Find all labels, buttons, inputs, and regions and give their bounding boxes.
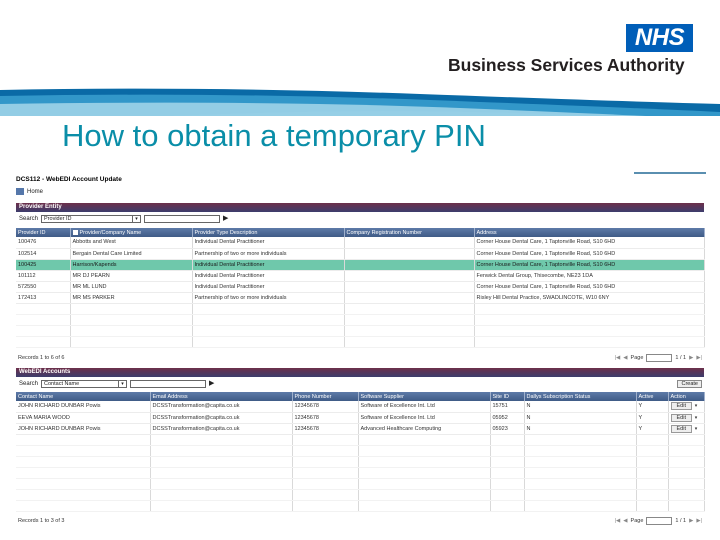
empty-cell: [292, 445, 358, 456]
table-cell: 05923: [490, 423, 524, 434]
action-cell: [668, 401, 704, 412]
accounts-search-input[interactable]: [130, 380, 206, 388]
provider-search-field-value: Provider ID: [44, 216, 72, 222]
provider-table: [16, 228, 705, 348]
empty-cell: [636, 478, 668, 489]
chevron-down-icon: ▾: [132, 216, 140, 222]
empty-row: [16, 500, 704, 511]
accounts-records-count: Records 1 to 3 of 3: [18, 518, 65, 524]
table-cell: 172413: [16, 292, 70, 303]
provider-pager: [615, 354, 702, 362]
table-cell: Bergain Dental Care Limited: [70, 248, 192, 259]
accounts-search-field-value: Contact Name: [44, 381, 80, 387]
empty-cell: [524, 478, 636, 489]
table-cell: [344, 281, 474, 292]
action-cell: [668, 412, 704, 423]
accounts-pager: [615, 517, 702, 525]
table-cell: Individual Dental Practitioner: [192, 270, 344, 281]
empty-cell: [16, 445, 150, 456]
empty-cell: [192, 303, 344, 314]
empty-row: [16, 489, 704, 500]
empty-cell: [192, 325, 344, 336]
empty-cell: [70, 336, 192, 347]
empty-cell: [16, 336, 70, 347]
empty-cell: [292, 478, 358, 489]
empty-cell: [70, 303, 192, 314]
last-page-icon[interactable]: ▶|: [696, 518, 702, 524]
table-cell: Fenwick Dental Group, Thisecombe, NE23 1DA: [474, 270, 704, 281]
col-phone[interactable]: Phone Number: [292, 392, 358, 401]
first-page-icon[interactable]: |◀: [614, 355, 621, 361]
edit-button[interactable]: Edit: [671, 425, 692, 433]
empty-cell: [358, 456, 490, 467]
accounts-table: [16, 392, 705, 512]
empty-cell: [358, 467, 490, 478]
provider-search-label: Search: [19, 216, 39, 222]
table-cell: 102514: [16, 248, 70, 259]
table-cell: DCSSTransformation@capita.co.uk: [150, 412, 292, 423]
empty-cell: [16, 314, 70, 325]
table-cell: JOHN RICHARD DUNBAR Powis: [16, 423, 150, 434]
create-button[interactable]: Create: [677, 380, 702, 388]
empty-cell: [358, 445, 490, 456]
empty-cell: [192, 314, 344, 325]
col-subscription-status[interactable]: Dallys Subscription Status: [524, 392, 636, 401]
empty-cell: [358, 434, 490, 445]
table-row[interactable]: [16, 237, 704, 248]
empty-cell: [490, 500, 524, 511]
table-cell: 100425: [16, 259, 70, 270]
table-cell: 12345678: [292, 423, 358, 434]
provider-search-go-icon[interactable]: ▶: [223, 215, 229, 222]
table-cell: Y: [636, 401, 668, 412]
table-cell: Advanced Healthcare Computing: [358, 423, 490, 434]
table-cell: Harrison/Kapends: [70, 259, 192, 270]
empty-cell: [292, 467, 358, 478]
col-provider-id[interactable]: Provider ID: [16, 228, 70, 237]
empty-cell: [150, 434, 292, 445]
empty-cell: [150, 467, 292, 478]
empty-cell: [524, 445, 636, 456]
empty-cell: [490, 434, 524, 445]
table-cell: N: [524, 423, 636, 434]
empty-cell: [358, 489, 490, 500]
empty-cell: [668, 445, 704, 456]
accounts-search-label: Search: [19, 381, 39, 387]
empty-row: [16, 434, 704, 445]
table-cell: DCSSTransformation@capita.co.uk: [150, 423, 292, 434]
first-page-icon[interactable]: |◀: [614, 518, 621, 524]
table-cell: N: [524, 412, 636, 423]
table-cell: Individual Dental Practitioner: [192, 281, 344, 292]
chevron-down-icon: ▾: [118, 381, 126, 387]
accounts-search-go-icon[interactable]: ▶: [209, 380, 215, 387]
table-cell: [344, 292, 474, 303]
empty-cell: [474, 314, 704, 325]
empty-cell: [16, 434, 150, 445]
table-cell: 15751: [490, 401, 524, 412]
provider-records-count: Records 1 to 6 of 6: [18, 355, 65, 361]
empty-cell: [150, 445, 292, 456]
empty-cell: [636, 456, 668, 467]
home-icon: [16, 188, 24, 195]
empty-row: [16, 336, 704, 347]
table-cell: EEVA MARIA WOOD: [16, 412, 150, 423]
table-row[interactable]: [16, 281, 704, 292]
empty-cell: [344, 336, 474, 347]
empty-cell: [16, 500, 150, 511]
empty-cell: [636, 500, 668, 511]
organisation-name: Business Services Authority: [448, 55, 685, 75]
table-cell: JOHN RICHARD DUNBAR Powis: [16, 401, 150, 412]
edit-button[interactable]: Edit: [671, 414, 692, 422]
table-cell: Abbotts and West: [70, 237, 192, 248]
table-cell: Partnership of two or more individuals: [192, 248, 344, 259]
empty-cell: [150, 456, 292, 467]
accounts-search-field-select[interactable]: [41, 380, 127, 388]
empty-cell: [292, 434, 358, 445]
empty-cell: [668, 456, 704, 467]
empty-cell: [292, 489, 358, 500]
empty-cell: [16, 325, 70, 336]
empty-cell: [16, 467, 150, 478]
chevron-down-icon[interactable]: ▾: [694, 425, 698, 432]
table-row[interactable]: [16, 270, 704, 281]
empty-cell: [490, 445, 524, 456]
provider-entity-header: Provider Entity: [16, 203, 704, 212]
prev-page-icon[interactable]: ◀: [623, 518, 628, 524]
empty-cell: [668, 467, 704, 478]
empty-cell: [524, 500, 636, 511]
checkbox-icon[interactable]: [73, 230, 78, 235]
table-row-selected[interactable]: [16, 259, 704, 270]
table-cell: 572550: [16, 281, 70, 292]
col-address[interactable]: Address: [474, 228, 704, 237]
empty-cell: [636, 489, 668, 500]
empty-row: [16, 303, 704, 314]
table-cell: 100476: [16, 237, 70, 248]
empty-row: [16, 456, 704, 467]
empty-cell: [150, 489, 292, 500]
empty-cell: [524, 456, 636, 467]
table-cell: N: [524, 401, 636, 412]
table-cell: DCSSTransformation@capita.co.uk: [150, 401, 292, 412]
empty-cell: [16, 478, 150, 489]
table-cell: 101112: [16, 270, 70, 281]
accounts-search-row: [16, 379, 704, 389]
nhs-logo: NHS: [626, 24, 693, 52]
empty-cell: [358, 500, 490, 511]
table-cell: Corner House Dental Care, 1 Taptonville Road, S10 6HD: [474, 237, 704, 248]
col-email[interactable]: Email Address: [150, 392, 292, 401]
empty-cell: [192, 336, 344, 347]
empty-cell: [16, 303, 70, 314]
table-row[interactable]: [16, 412, 704, 423]
next-page-icon[interactable]: ▶: [689, 518, 694, 524]
table-cell: MR MS PARKER: [70, 292, 192, 303]
home-link[interactable]: [16, 188, 43, 195]
prev-page-icon[interactable]: ◀: [623, 355, 628, 361]
empty-cell: [344, 325, 474, 336]
table-cell: Corner House Dental Care, 1 Taptonville Road, S10 6HD: [474, 281, 704, 292]
empty-cell: [636, 467, 668, 478]
table-cell: Risley Hill Dental Practice, SWADLINCOTE, W10 6NY: [474, 292, 704, 303]
table-cell: Y: [636, 423, 668, 434]
empty-cell: [70, 314, 192, 325]
provider-search-row: [16, 214, 704, 224]
table-cell: Software of Excellence Int. Ltd: [358, 401, 490, 412]
table-cell: MR DJ PEARN: [70, 270, 192, 281]
page-input[interactable]: [646, 354, 672, 362]
empty-cell: [668, 500, 704, 511]
table-cell: [344, 237, 474, 248]
provider-search-field-select[interactable]: [41, 215, 141, 223]
table-cell: Software of Excellence Int. Ltd: [358, 412, 490, 423]
empty-cell: [16, 489, 150, 500]
app-title: DCS112 - WebEDI Account Update: [16, 176, 122, 183]
webedi-app-window: [14, 174, 706, 530]
empty-cell: [636, 445, 668, 456]
table-cell: [344, 248, 474, 259]
empty-row: [16, 467, 704, 478]
webedi-accounts-header: WebEDI Accounts: [16, 368, 704, 377]
col-company-reg[interactable]: Company Registration Number: [344, 228, 474, 237]
table-cell: Y: [636, 412, 668, 423]
home-label: Home: [27, 188, 44, 195]
empty-cell: [668, 489, 704, 500]
edit-button[interactable]: Edit: [671, 402, 692, 410]
empty-cell: [292, 500, 358, 511]
col-software-supplier[interactable]: Software Supplier: [358, 392, 490, 401]
empty-cell: [150, 500, 292, 511]
provider-search-input[interactable]: [144, 215, 220, 223]
table-cell: 12345678: [292, 401, 358, 412]
next-page-icon[interactable]: ▶: [689, 355, 694, 361]
action-cell: [668, 423, 704, 434]
empty-cell: [668, 478, 704, 489]
empty-cell: [474, 325, 704, 336]
empty-cell: [150, 478, 292, 489]
empty-row: [16, 445, 704, 456]
table-cell: 12345678: [292, 412, 358, 423]
col-provider-name-label: Provider/Company Name: [79, 229, 142, 236]
provider-table-header: [16, 228, 704, 237]
empty-cell: [292, 456, 358, 467]
empty-row: [16, 478, 704, 489]
empty-cell: [344, 314, 474, 325]
page-of: 1 / 1: [675, 518, 687, 524]
slide-title: How to obtain a temporary PIN: [62, 118, 486, 153]
empty-cell: [668, 434, 704, 445]
col-site-id[interactable]: Site ID: [490, 392, 524, 401]
col-provider-name[interactable]: [70, 228, 192, 237]
empty-row: [16, 325, 704, 336]
table-row[interactable]: [16, 292, 704, 303]
empty-cell: [344, 303, 474, 314]
empty-cell: [490, 456, 524, 467]
col-active[interactable]: Active: [636, 392, 668, 401]
col-contact-name[interactable]: Contact Name: [16, 392, 150, 401]
page-input[interactable]: [646, 517, 672, 525]
table-cell: [344, 259, 474, 270]
chevron-down-icon[interactable]: ▾: [694, 403, 698, 410]
page-of: 1 / 1: [675, 355, 687, 361]
table-cell: Individual Dental Practitioner: [192, 237, 344, 248]
empty-cell: [636, 434, 668, 445]
empty-cell: [16, 456, 150, 467]
empty-cell: [474, 336, 704, 347]
col-provider-type[interactable]: Provider Type Description: [192, 228, 344, 237]
table-cell: 05952: [490, 412, 524, 423]
empty-cell: [524, 467, 636, 478]
table-row[interactable]: [16, 248, 704, 259]
table-cell: MR ML LUND: [70, 281, 192, 292]
empty-cell: [474, 303, 704, 314]
chevron-down-icon[interactable]: ▾: [694, 414, 698, 421]
empty-cell: [490, 489, 524, 500]
empty-cell: [524, 489, 636, 500]
empty-cell: [490, 478, 524, 489]
table-cell: Corner House Dental Care, 1 Taptonville Road, S10 6HD: [474, 259, 704, 270]
col-action: Action: [668, 392, 704, 401]
table-cell: Individual Dental Practitioner: [192, 259, 344, 270]
table-cell: Partnership of two or more individuals: [192, 292, 344, 303]
last-page-icon[interactable]: ▶|: [696, 355, 702, 361]
page-label: Page: [630, 355, 644, 361]
accounts-table-header: [16, 392, 704, 401]
page-label: Page: [630, 518, 644, 524]
empty-cell: [358, 478, 490, 489]
empty-cell: [524, 434, 636, 445]
table-cell: Corner House Dental Care, 1 Taptonville Road, S10 6HD: [474, 248, 704, 259]
empty-cell: [490, 467, 524, 478]
table-cell: [344, 270, 474, 281]
empty-row: [16, 314, 704, 325]
table-row[interactable]: [16, 423, 704, 434]
empty-cell: [70, 325, 192, 336]
table-row[interactable]: [16, 401, 704, 412]
